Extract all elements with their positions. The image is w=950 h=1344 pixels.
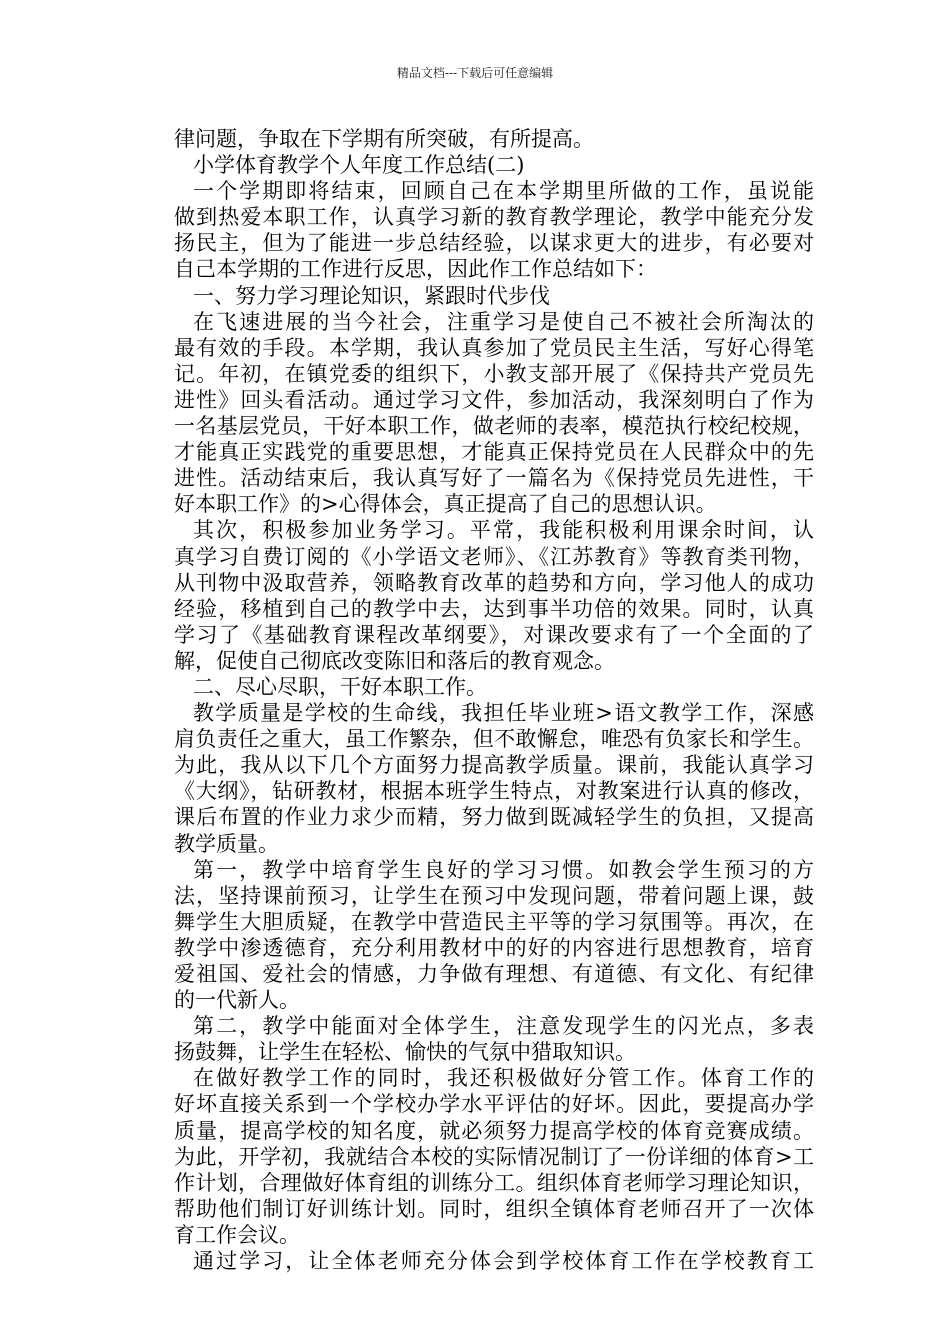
text-line: 《大纲》，钻研教材，根据本班学生特点，对教案进行认真的修改， bbox=[174, 779, 814, 804]
text-line: 自己本学期的工作进行反思，因此作工作总结如下： bbox=[174, 257, 657, 282]
text-line: 为此，开学初，我就结合本校的实际情况制订了一份详细的体育>工 bbox=[174, 1144, 814, 1169]
text-line: 的一代新人。 bbox=[174, 988, 300, 1013]
document-body bbox=[174, 126, 814, 1274]
text-line: 好本职工作》的>心得体会，真正提高了自己的思想认识。 bbox=[174, 492, 717, 517]
text-line: 真学习自费订阅的《小学语文老师》、《江苏教育》等教育类刊物， bbox=[174, 544, 814, 569]
text-line: 好坏直接关系到一个学校办学水平评估的好坏。因此，要提高办学 bbox=[174, 1092, 814, 1117]
text-line: 在飞速进展的当今社会，注重学习是使自己不被社会所淘汰的 bbox=[193, 309, 814, 334]
text-line: 教学质量。 bbox=[174, 831, 279, 856]
text-line: 为此，我从以下几个方面努力提高教学质量。课前，我能认真学习 bbox=[174, 753, 814, 778]
text-line: 第一，教学中培育学生良好的学习习惯。如教会学生预习的方 bbox=[193, 857, 814, 882]
text-line: 课后布置的作业力求少而精，努力做到既减轻学生的负担，又提高 bbox=[174, 805, 814, 830]
text-line: 经验，移植到自己的教学中去，达到事半功倍的效果。同时，认真 bbox=[174, 596, 814, 621]
text-line: 通过学习，让全体老师充分体会到学校体育工作在学校教育工 bbox=[193, 1249, 814, 1274]
text-line: 质量，提高学校的知名度，就必须努力提高学校的体育竞赛成绩。 bbox=[174, 1118, 814, 1143]
text-line: 一、努力学习理论知识，紧跟时代步伐 bbox=[193, 283, 550, 308]
text-line: 从刊物中汲取营养，领略教育改革的趋势和方向，学习他人的成功 bbox=[174, 570, 814, 595]
text-line: 第二，教学中能面对全体学生，注意发现学生的闪光点，多表 bbox=[193, 1014, 814, 1039]
text-line: 法，坚持课前预习，让学生在预习中发现问题，带着问题上课，鼓 bbox=[174, 883, 814, 908]
text-line: 教学质量是学校的生命线，我担任毕业班>语文教学工作，深感 bbox=[193, 701, 814, 726]
text-line: 帮助他们制订好训练计划。同时，组织全镇体育老师召开了一次体 bbox=[174, 1196, 814, 1221]
text-line: 育工作会议。 bbox=[174, 1222, 300, 1247]
text-line: 二、尽心尽职，干好本职工作。 bbox=[193, 674, 487, 699]
text-line: 才能真正实践党的重要思想，才能真正保持党员在人民群众中的先 bbox=[174, 440, 814, 465]
text-line: 进性》回头看活动。通过学习文件，参加活动，我深刻明白了作为 bbox=[174, 387, 814, 412]
text-line: 扬鼓舞，让学生在轻松、愉快的气氛中猎取知识。 bbox=[174, 1040, 636, 1065]
text-line: 做到热爱本职工作，认真学习新的教育教学理论，教学中能充分发 bbox=[174, 205, 814, 230]
page-header: 精品文档---下载后可任意编辑 bbox=[396, 66, 554, 80]
text-line: 肩负责任之重大，虽工作繁杂，但不敢懈怠，唯恐有负家长和学生。 bbox=[174, 727, 814, 752]
text-line: 教学中渗透德育，充分利用教材中的好的内容进行思想教育，培育 bbox=[174, 935, 814, 960]
text-line: 其次，积极参加业务学习。平常，我能积极利用课余时间，认 bbox=[193, 518, 814, 543]
text-line: 解，促使自己彻底改变陈旧和落后的教育观念。 bbox=[174, 648, 615, 673]
text-line: 扬民主，但为了能进一步总结经验，以谋求更大的进步，有必要对 bbox=[174, 231, 814, 256]
text-line: 记。年初，在镇党委的组织下，小教支部开展了《保持共产党员先 bbox=[174, 361, 814, 386]
text-line: 作计划，合理做好体育组的训练分工。组织体育老师学习理论知识， bbox=[174, 1170, 814, 1195]
text-line: 最有效的手段。本学期，我认真参加了党员民主生活，写好心得笔 bbox=[174, 335, 814, 360]
text-line: 进性。活动结束后，我认真写好了一篇名为《保持党员先进性，干 bbox=[174, 466, 814, 491]
text-line: 在做好教学工作的同时，我还积极做好分管工作。体育工作的 bbox=[193, 1066, 814, 1091]
text-line: 一名基层党员，干好本职工作，做老师的表率，模范执行校纪校规， bbox=[174, 414, 814, 439]
text-line: 爱祖国、爱社会的情感，力争做有理想、有道德、有文化、有纪律 bbox=[174, 962, 814, 986]
text-line: 舞学生大胆质疑，在教学中营造民主平等的学习氛围等。再次，在 bbox=[174, 909, 814, 934]
text-line: 律问题，争取在下学期有所突破，有所提高。 bbox=[174, 127, 594, 151]
text-line: 小学体育教学个人年度工作总结(二) bbox=[193, 153, 525, 178]
text-line: 一个学期即将结束，回顾自己在本学期里所做的工作，虽说能 bbox=[193, 179, 814, 204]
text-line: 学习了《基础教育课程改革纲要》，对课改要求有了一个全面的了 bbox=[174, 622, 814, 647]
